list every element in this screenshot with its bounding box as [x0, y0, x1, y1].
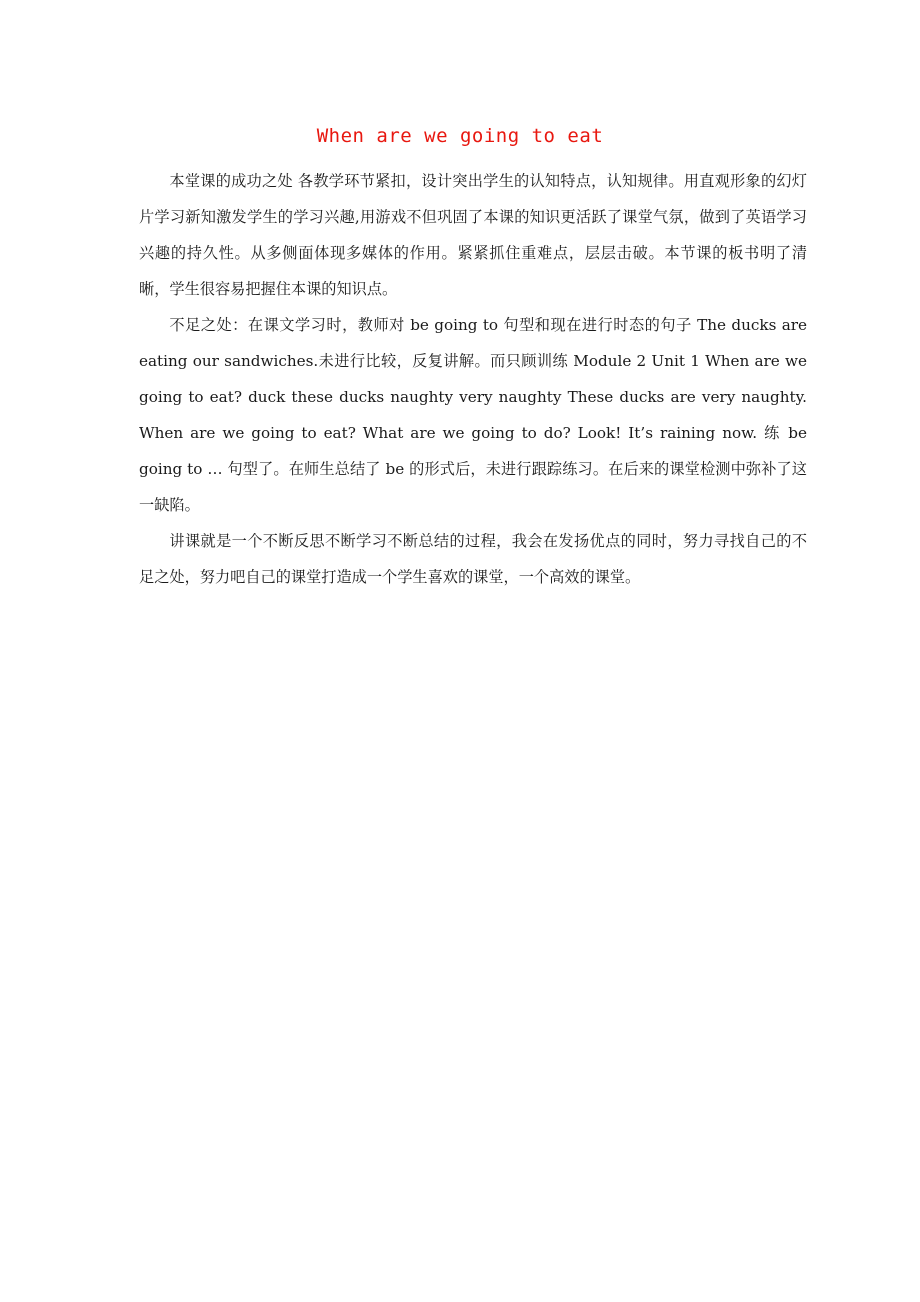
- paragraph-reflection: 讲课就是一个不断反思不断学习不断总结的过程，我会在发扬优点的同时，努力寻找自己的不足之处，努力吧自己的课堂打造成一个学生喜欢的课堂，一个高效的课堂。: [139, 532, 807, 586]
- paragraph-strengths: 本堂课的成功之处 各教学环节紧扣，设计突出学生的认知特点，认知规律。用直观形象的幻灯片学习新知激发学生的学习兴趣,用游戏不但巩固了本课的知识更活跃了课堂气氛，做到了英语学习兴趣的持久性。从多侧面体现多媒体的作用。紧紧抓住重难点，层层击破。本节课的板书明了清晰，学生很容易把握住本课的知识点。: [139, 172, 807, 298]
- document-title: When are we going to eat: [316, 125, 604, 147]
- paragraph-weaknesses: 不足之处：在课文学习时，教师对 be going to 句型和现在进行时态的句子 The ducks are eating our sandwiches.未进行比较，反复讲解。而只顾训练 Module 2 Unit 1 When are we going to eat? duck these ducks naughty very naughty These ducks are very naughty. When are we going to eat? What are we going to do? Look! It’s raining now. 练 be going to … 句型了。在师生总结了 be 的形式后，未进行跟踪练习。在后来的课堂检测中弥补了这一缺陷。: [139, 316, 807, 514]
- document-body: [139, 163, 807, 595]
